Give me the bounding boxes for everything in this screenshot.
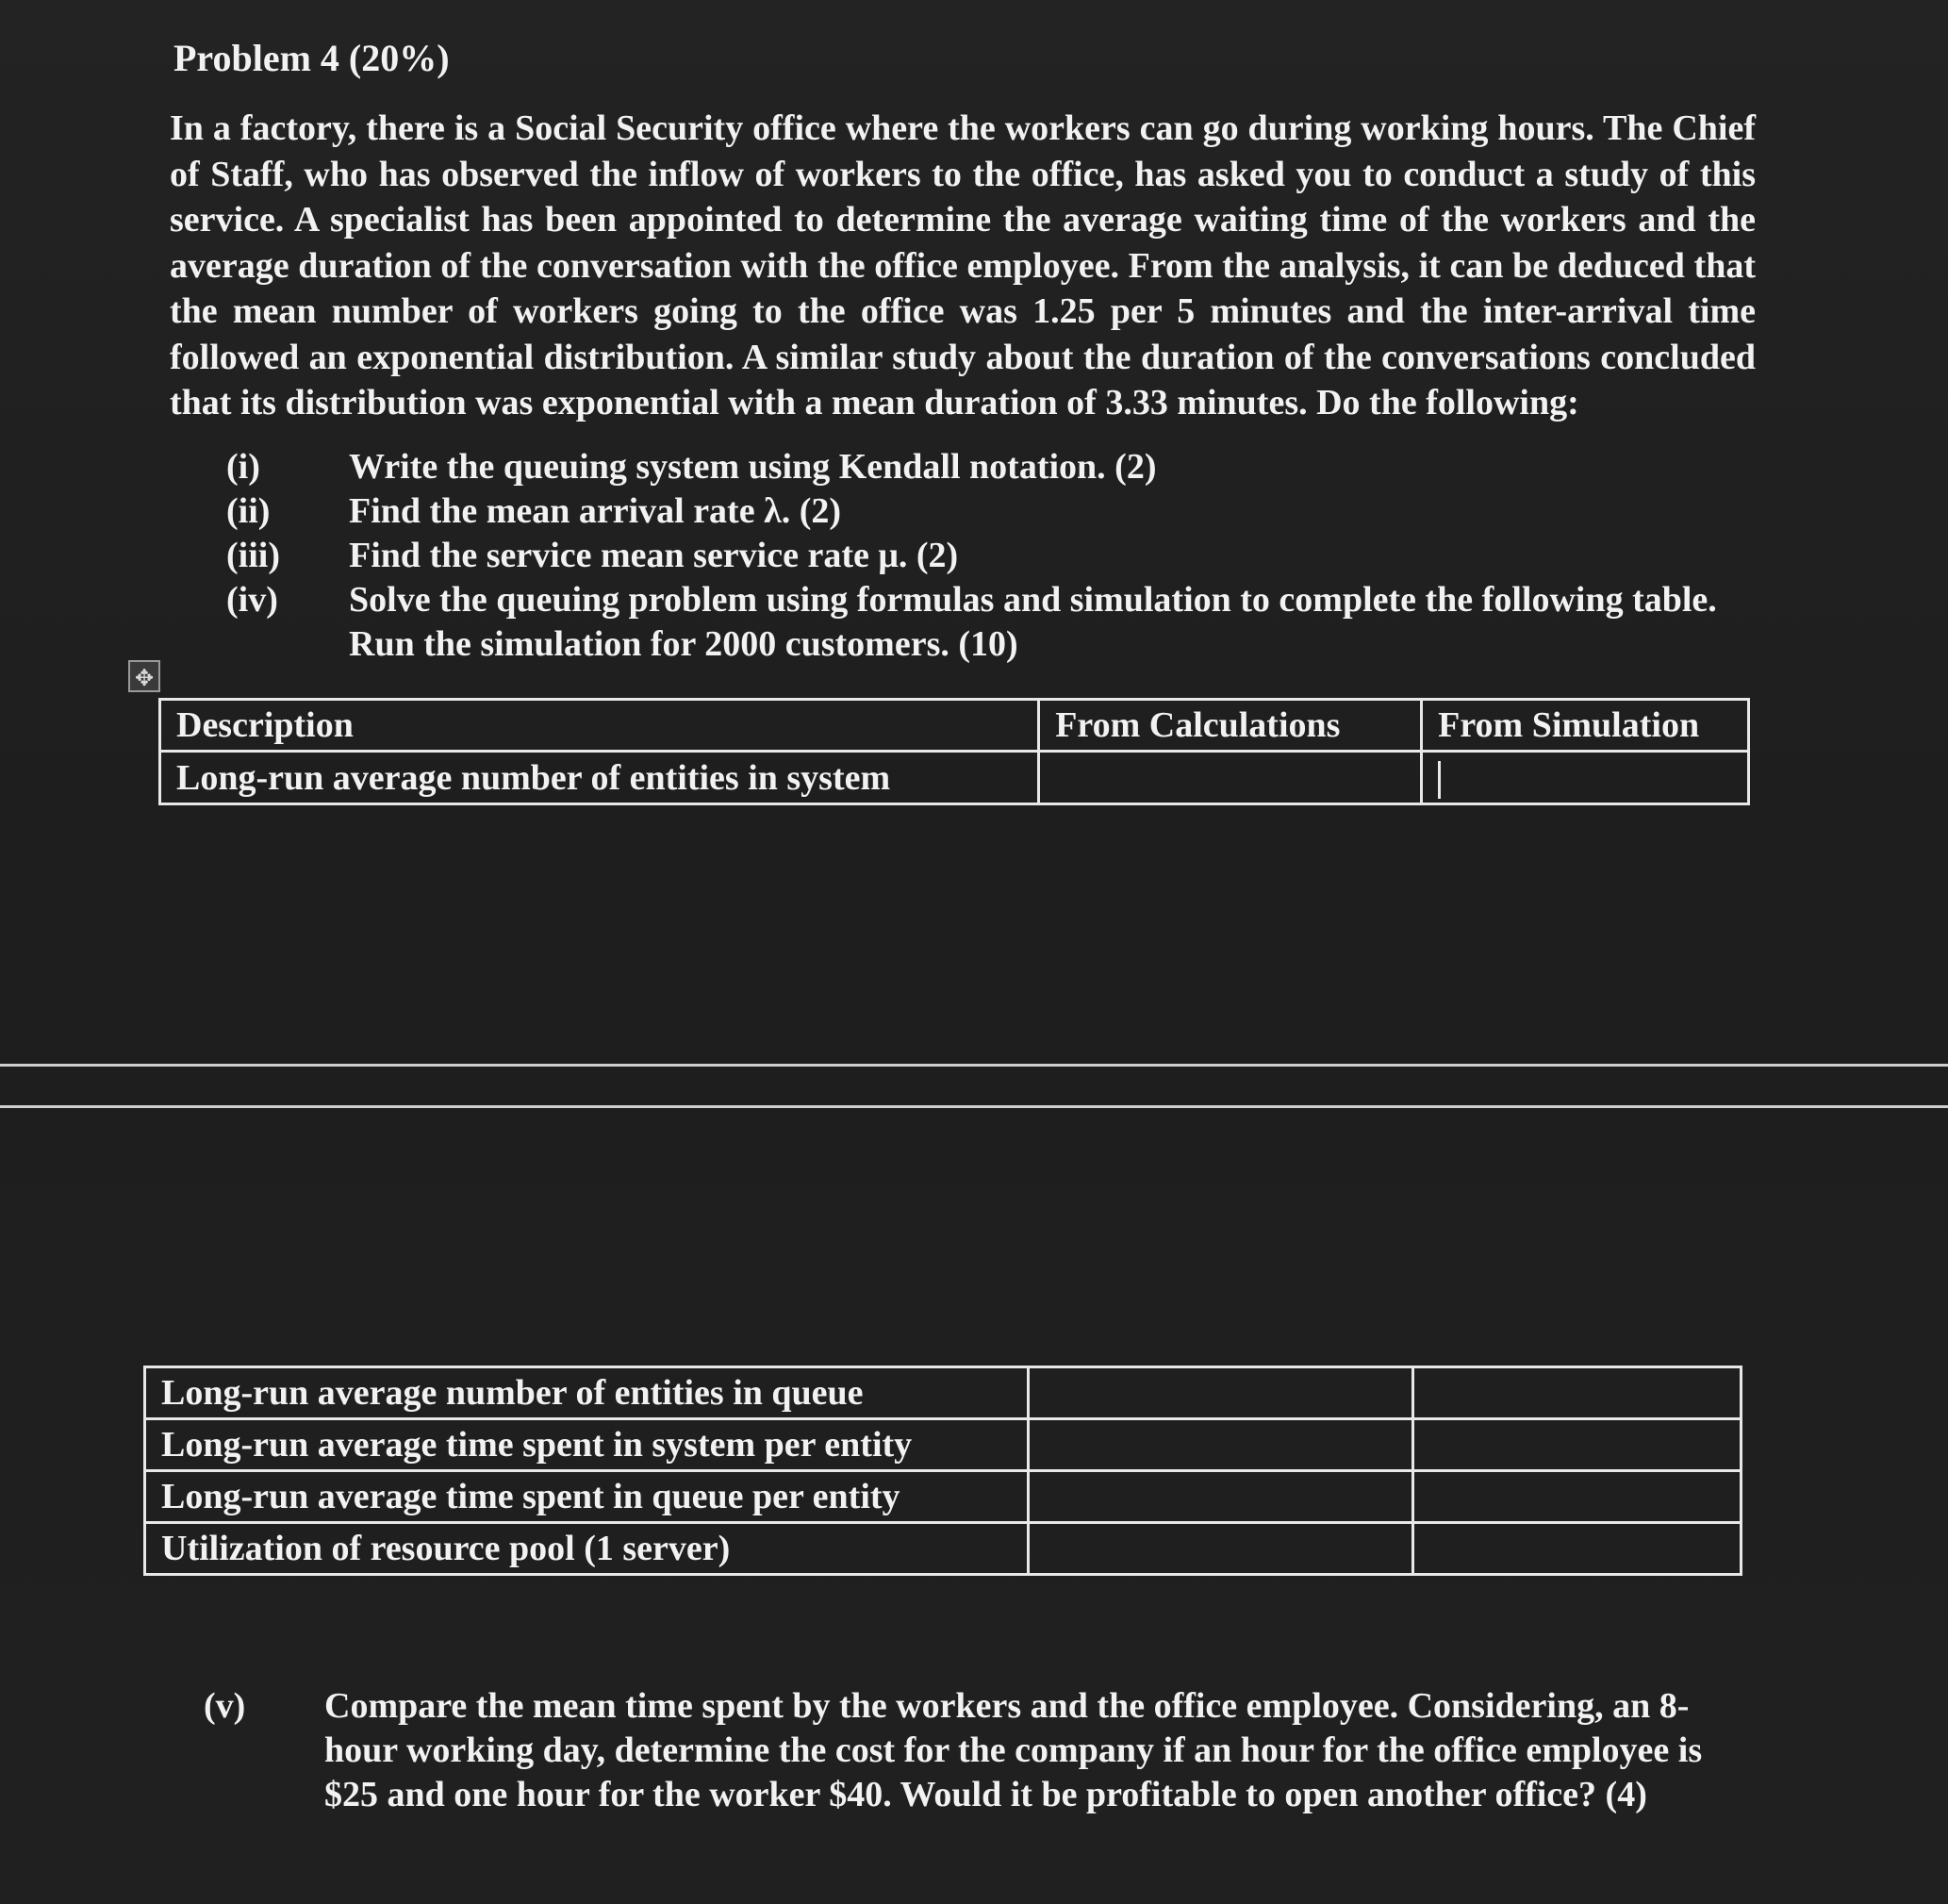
task-item-2 xyxy=(226,489,1759,534)
table-header-row xyxy=(160,700,1749,752)
task-item-4 xyxy=(226,578,1759,667)
task-item-5 xyxy=(204,1684,1741,1817)
problem-title: Problem 4 (20%) xyxy=(173,37,450,79)
task-list xyxy=(226,445,1759,667)
table-row xyxy=(145,1523,1742,1575)
cell-simulation[interactable] xyxy=(1422,752,1749,804)
cell-calculations[interactable] xyxy=(1028,1419,1412,1471)
table-row xyxy=(145,1367,1742,1419)
row-description: Utilization of resource pool (1 server) xyxy=(145,1523,1029,1575)
row-description: Long-run average number of entities in system xyxy=(160,752,1039,804)
row-description: Long-run average time spent in system per entity xyxy=(145,1419,1029,1471)
task-text: Compare the mean time spent by the workers and the office employee. Considering, an 8-hour working day, determine the cost for the company if an hour for the office employee is $25 and one hour for the worker $40. Would it be profitable to open another office? (4) xyxy=(324,1686,1703,1814)
task-number: (iii) xyxy=(226,536,280,575)
move-handle-icon[interactable]: ✥ xyxy=(128,660,160,692)
table-row xyxy=(160,752,1749,804)
task-text: Find the service mean service rate μ. (2) xyxy=(349,536,959,575)
cell-calculations[interactable] xyxy=(1039,752,1422,804)
cell-calculations[interactable] xyxy=(1028,1471,1412,1523)
task-number: (iv) xyxy=(226,580,278,620)
cell-simulation[interactable] xyxy=(1412,1367,1741,1419)
cell-calculations[interactable] xyxy=(1028,1367,1412,1419)
cell-calculations[interactable] xyxy=(1028,1523,1412,1575)
header-simulation: From Simulation xyxy=(1422,700,1749,752)
task-number: (i) xyxy=(226,447,260,487)
task-text: Write the queuing system using Kendall notation. (2) xyxy=(349,447,1157,487)
cell-simulation[interactable] xyxy=(1412,1523,1741,1575)
cell-simulation[interactable] xyxy=(1412,1471,1741,1523)
task-text: Solve the queuing problem using formulas and simulation to complete the following table. Run the simulation for 2000 customers. (10) xyxy=(349,580,1717,664)
cell-simulation[interactable] xyxy=(1412,1419,1741,1471)
problem-intro: In a factory, there is a Social Security office where the workers can go during working hours. The Chief of Staff, who has observed the inflow of workers to the office, has asked you to conduct a study of this service. A specialist has been appointed to determine the average waiting time of the workers and the average duration of the conversation with the office employee. From the analysis, it can be deduced that the mean number of workers going to the office was 1.25 per 5 minutes and the inter-arrival time followed an exponential distribution. A similar study about the duration of the conversations concluded that its distribution was exponential with a mean duration of 3.33 minutes. Do the following: xyxy=(170,108,1756,422)
task-text: Find the mean arrival rate λ. (2) xyxy=(349,491,842,531)
task-number: (v) xyxy=(204,1686,246,1726)
results-table-top xyxy=(158,698,1750,805)
table-row xyxy=(145,1419,1742,1471)
page-divider-top xyxy=(0,1064,1948,1067)
task-number: (ii) xyxy=(226,491,271,531)
header-description: Description xyxy=(160,700,1039,752)
text-cursor xyxy=(1438,761,1441,799)
task-item-3 xyxy=(226,534,1759,578)
row-description: Long-run average number of entities in queue xyxy=(145,1367,1029,1419)
row-description: Long-run average time spent in queue per entity xyxy=(145,1471,1029,1523)
final-task xyxy=(204,1684,1741,1817)
results-table-bottom xyxy=(143,1366,1742,1576)
header-calculations: From Calculations xyxy=(1039,700,1422,752)
task-item-1 xyxy=(226,445,1759,489)
page-divider-bottom xyxy=(0,1105,1948,1108)
table-row xyxy=(145,1471,1742,1523)
